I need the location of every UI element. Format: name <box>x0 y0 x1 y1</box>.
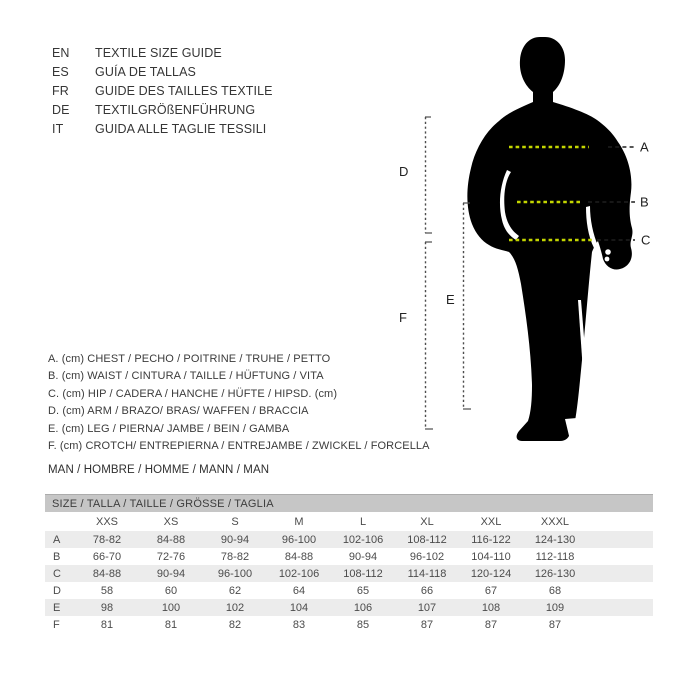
chest-label: A <box>640 139 649 155</box>
size-cell: 58 <box>100 584 114 597</box>
lang-code: ES <box>52 65 69 79</box>
legend-line-chest: A. (cm) CHEST / PECHO / POITRINE / TRUHE / PETTO <box>48 353 331 365</box>
size-cell: 67 <box>484 584 498 597</box>
legend-line-waist: B. (cm) WAIST / CINTURA / TAILLE / HÜFTUNG / VITA <box>48 370 324 383</box>
size-cell: 85 <box>356 618 370 631</box>
measurement-legend <box>48 351 430 455</box>
table-filler-cell <box>587 512 653 531</box>
size-cell: 102 <box>203 599 267 616</box>
table-filler-cell <box>587 616 653 633</box>
legend-line-crotch: F. (cm) CROTCH/ ENTREPIERNA / ENTREJAMBE / ZWICKEL / FORCELLA <box>48 440 430 453</box>
row-label: C <box>45 565 75 582</box>
size-cell: 78-82 <box>75 531 139 548</box>
size-cell: 90-94 <box>348 550 378 563</box>
lang-code: DE <box>52 103 70 117</box>
col-header-xxl: XXL <box>480 515 502 528</box>
table-row-c <box>45 565 653 582</box>
lang-row-fr <box>52 82 273 101</box>
size-cell: 104-110 <box>471 550 511 563</box>
row-label: E <box>45 599 75 616</box>
lang-title: TEXTILGRÖßENFÜHRUNG <box>95 103 256 117</box>
table-filler-cell <box>587 582 653 599</box>
size-cell: 66-70 <box>92 550 122 563</box>
gender-line: MAN / HOMBRE / HOMME / MANN / MAN <box>48 464 270 476</box>
size-cell: 65 <box>356 584 370 597</box>
size-cell: 81 <box>164 618 178 631</box>
size-cell: 126-130 <box>523 565 587 582</box>
size-cell: 72-76 <box>156 550 186 563</box>
size-header-row <box>45 512 653 531</box>
col-header-xxs: XXS <box>95 515 118 528</box>
col-header-s: S <box>231 515 239 528</box>
table-row-a <box>45 531 653 548</box>
size-cell: 78-82 <box>220 550 250 563</box>
lang-title: TEXTILE SIZE GUIDE <box>95 46 222 60</box>
size-cell: 87 <box>420 618 434 631</box>
table-row-b <box>45 548 653 565</box>
size-cell: 81 <box>100 618 114 631</box>
table-row-d <box>45 582 653 599</box>
legend-line-hip: C. (cm) HIP / CADERA / HANCHE / HÜFTE / HIPSD. (cm) <box>48 387 338 400</box>
size-cell: 109 <box>523 599 587 616</box>
row-label: D <box>53 584 61 597</box>
size-cell: 96-102 <box>409 550 445 563</box>
size-cell: 108-112 <box>331 565 395 582</box>
size-cell: 124-130 <box>523 531 587 548</box>
lang-row-de <box>52 101 273 120</box>
arm-label: D <box>399 164 409 179</box>
lang-title: GUÍA DE TALLAS <box>95 65 196 79</box>
size-cell: 60 <box>164 584 178 597</box>
size-cell: 108-112 <box>395 531 459 548</box>
lang-row-es <box>52 63 273 82</box>
size-cell: 66 <box>420 584 434 597</box>
size-cell: 64 <box>292 584 306 597</box>
col-header-xl: XL <box>420 515 434 528</box>
table-filler-cell <box>587 565 653 582</box>
legend-line-leg: E. (cm) LEG / PIERNA/ JAMBE / BEIN / GAMBA <box>48 422 290 435</box>
size-cell: 90-94 <box>203 531 267 548</box>
language-title-block <box>52 44 273 139</box>
fist-notch <box>605 249 611 255</box>
fist-notch <box>605 257 610 262</box>
size-cell: 84-88 <box>284 550 314 563</box>
size-cell: 102-106 <box>267 565 331 582</box>
size-cell: 104 <box>267 599 331 616</box>
size-cell: 90-94 <box>139 565 203 582</box>
table-filler-cell <box>587 548 653 565</box>
corner-cell <box>45 512 75 531</box>
hip-label: C <box>641 232 651 248</box>
size-cell: 87 <box>484 618 498 631</box>
size-cell: 84-88 <box>139 531 203 548</box>
size-cell: 87 <box>548 618 562 631</box>
size-cell: 96-100 <box>267 531 331 548</box>
man-measurement-diagram <box>390 25 690 460</box>
size-cell: 82 <box>228 618 242 631</box>
table-title: SIZE / TALLA / TAILLE / GRÖSSE / TAGLIA <box>45 495 653 513</box>
size-cell: 68 <box>548 584 562 597</box>
lang-code: EN <box>52 46 70 60</box>
lang-row-it <box>52 120 273 139</box>
size-cell: 108 <box>459 599 523 616</box>
size-cell: 116-122 <box>459 531 523 548</box>
size-cell: 114-118 <box>395 565 459 582</box>
col-header-xs: XS <box>163 515 179 528</box>
table-filler-cell <box>587 599 653 616</box>
row-label: B <box>53 550 61 563</box>
row-label: A <box>45 531 75 548</box>
legend-line-arm: D. (cm) ARM / BRAZO/ BRAS/ WAFFEN / BRACCIA <box>48 405 309 418</box>
size-cell: 120-124 <box>459 565 523 582</box>
lang-code: IT <box>52 122 64 136</box>
size-cell: 106 <box>331 599 395 616</box>
leg-label: E <box>446 292 455 307</box>
row-label: F <box>53 618 60 631</box>
size-cell: 112-118 <box>535 550 575 563</box>
col-header-l: L <box>359 515 367 528</box>
col-header-m: M <box>294 515 304 528</box>
crotch-label: F <box>399 310 407 325</box>
table-header-bar <box>45 495 653 513</box>
size-cell: 96-100 <box>203 565 267 582</box>
waist-label: B <box>640 194 649 210</box>
lang-code: FR <box>52 84 69 98</box>
table-row-f <box>45 616 653 633</box>
lang-row-en <box>52 44 273 63</box>
table-row-e <box>45 599 653 616</box>
size-cell: 100 <box>139 599 203 616</box>
lang-title: GUIDE DES TAILLES TEXTILE <box>95 84 273 98</box>
lang-title: GUIDA ALLE TAGLIE TESSILI <box>95 122 267 136</box>
size-cell: 107 <box>395 599 459 616</box>
size-cell: 84-88 <box>75 565 139 582</box>
col-header-xxxl: XXXL <box>540 515 570 528</box>
size-cell: 62 <box>228 584 242 597</box>
size-cell: 83 <box>292 618 306 631</box>
size-table <box>45 494 653 633</box>
size-cell: 102-106 <box>331 531 395 548</box>
size-cell: 98 <box>75 599 139 616</box>
table-filler-cell <box>587 531 653 548</box>
